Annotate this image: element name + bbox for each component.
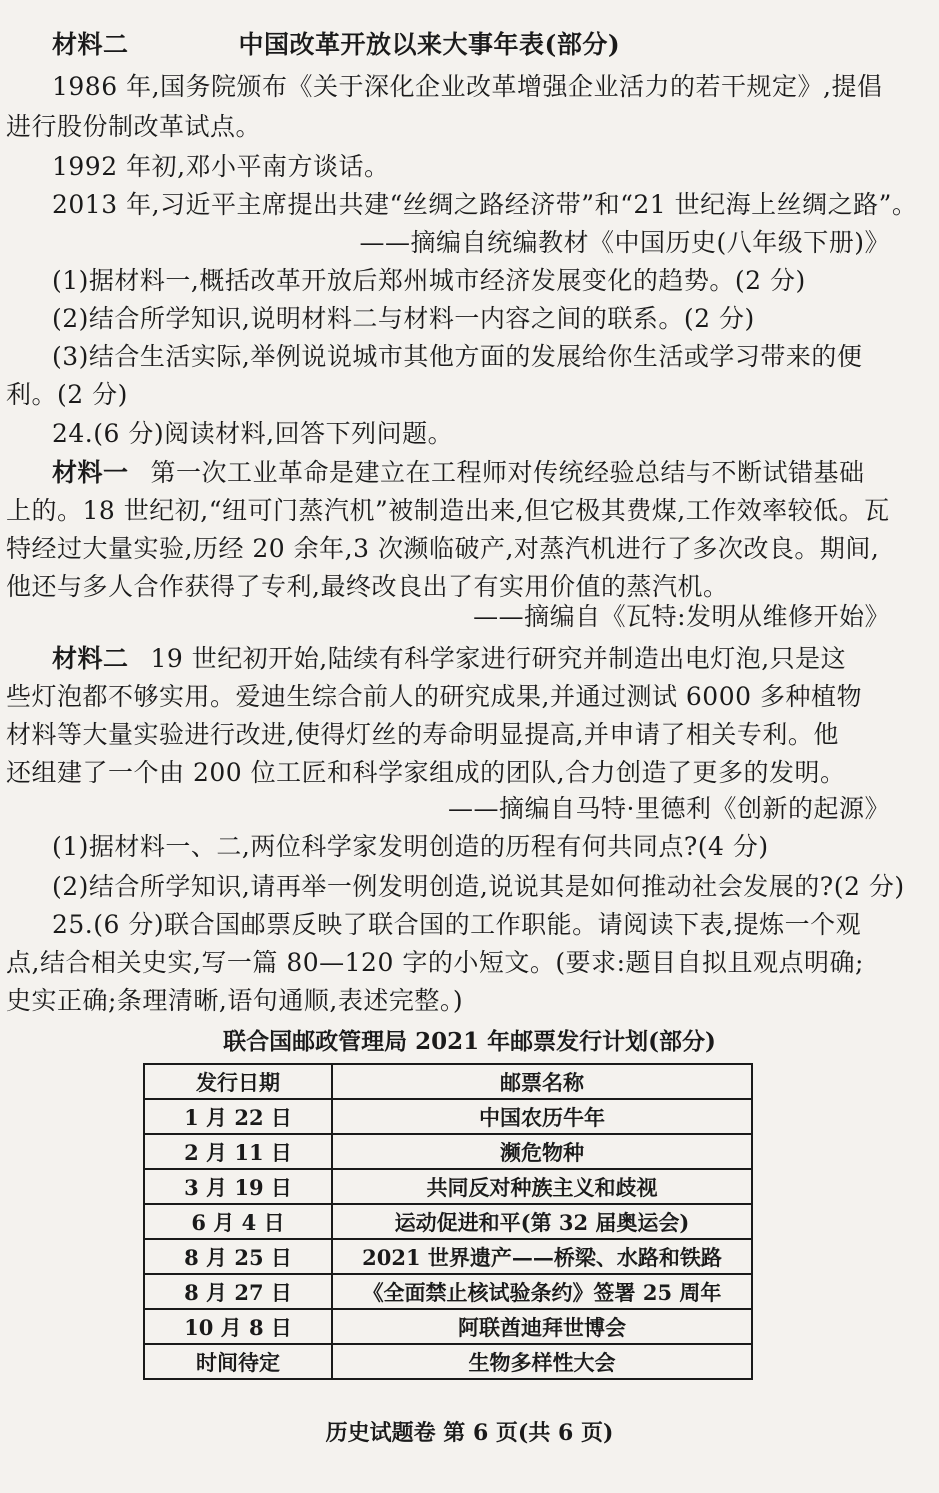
q24-material-2-label: 材料二 [52,644,129,673]
material-2-title: 中国改革开放以来大事年表(部分) [238,30,621,59]
table-cell-stamp-name: 共同反对种族主义和歧视 [332,1169,752,1204]
table-cell-stamp-name: 阿联酋迪拜世博会 [332,1309,752,1344]
q24-material-2-line-2: 些灯泡都不够实用。爱迪生综合前人的研究成果,并通过测试 6000 多种植物 [6,682,862,711]
table-cell-stamp-name: 运动促进和平(第 32 届奥运会) [332,1204,752,1239]
table-caption: 联合国邮政管理局 2021 年邮票发行计划(部分) [223,1028,716,1055]
table-cell-date: 时间待定 [144,1344,332,1379]
event-1992: 1992 年初,邓小平南方谈话。 [52,152,390,181]
q24-material-1-line-2: 上的。18 世纪初,“纽可门蒸汽机”被制造出来,但它极其费煤,工作效率较低。瓦 [6,496,890,525]
table-row [144,1169,752,1204]
q25-line-2: 点,结合相关史实,写一篇 80—120 字的小短文。(要求:题目自拟且观点明确; [6,948,864,977]
table-cell-date: 10 月 8 日 [144,1309,332,1344]
q25-line-1: 25.(6 分)联合国邮票反映了联合国的工作职能。请阅读下表,提炼一个观 [52,910,862,939]
table-cell-stamp-name: 濒危物种 [332,1134,752,1169]
material-2-heading [52,28,912,62]
table-header-stamp-name: 邮票名称 [332,1064,752,1099]
table-cell-stamp-name: 2021 世界遗产——桥梁、水路和铁路 [332,1239,752,1274]
stamp-plan-table [143,1063,753,1380]
q24-material-1-label: 材料一 [52,458,129,487]
table-row [144,1204,752,1239]
table-row [144,1134,752,1169]
q23-part-1: (1)据材料一,概括改革开放后郑州城市经济发展变化的趋势。(2 分) [52,266,806,295]
event-2013: 2013 年,习近平主席提出共建“丝绸之路经济带”和“21 世纪海上丝绸之路”。 [52,190,918,219]
events-source: ——摘编自统编教材《中国历史(八年级下册)》 [359,228,890,257]
table-cell-date: 8 月 25 日 [144,1239,332,1274]
q23-part-3-line-2: 利。(2 分) [6,380,128,409]
q24-part-1: (1)据材料一、二,两位科学家发明创造的历程有何共同点?(4 分) [52,832,769,861]
q24-material-1-source: ——摘编自《瓦特:发明从维修开始》 [473,602,890,631]
event-1986-line-2: 进行股份制改革试点。 [6,112,262,141]
page-footer: 历史试题卷 第 6 页(共 6 页) [325,1420,614,1446]
table-row [144,1309,752,1344]
q24-material-1-line-4: 他还与多人合作获得了专利,最终改良出了有实用价值的蒸汽机。 [6,572,729,601]
table-row [144,1274,752,1309]
q25-line-3: 史实正确;条理清晰,语句通顺,表述完整。) [6,986,464,1015]
q24-material-1-line-1 [52,456,912,490]
table-header-date: 发行日期 [144,1064,332,1099]
table-cell-date: 8 月 27 日 [144,1274,332,1309]
table-cell-date: 1 月 22 日 [144,1099,332,1134]
q23-part-2: (2)结合所学知识,说明材料二与材料一内容之间的联系。(2 分) [52,304,755,333]
table-row [144,1099,752,1134]
q24-material-2-source: ——摘编自马特·里德利《创新的起源》 [448,794,890,823]
table-header-row [144,1064,752,1099]
material-2-label: 材料二 [52,30,129,59]
q24-part-2: (2)结合所学知识,请再举一例发明创造,说说其是如何推动社会发展的?(2 分) [52,872,905,901]
q24-material-1-text: 第一次工业革命是建立在工程师对传统经验总结与不断试错基础 [150,458,865,487]
table-cell-stamp-name: 《全面禁止核试验条约》签署 25 周年 [332,1274,752,1309]
q23-part-3-line-1: (3)结合生活实际,举例说说城市其他方面的发展给你生活或学习带来的便 [52,342,863,371]
table-cell-date: 3 月 19 日 [144,1169,332,1204]
q24-material-2-text: 19 世纪初开始,陆续有科学家进行研究并制造出电灯泡,只是这 [150,644,847,673]
q24-material-2-line-4: 还组建了一个由 200 位工匠和科学家组成的团队,合力创造了更多的发明。 [6,758,846,787]
table-cell-date: 6 月 4 日 [144,1204,332,1239]
table-cell-stamp-name: 生物多样性大会 [332,1344,752,1379]
q24-heading: 24.(6 分)阅读材料,回答下列问题。 [52,419,454,448]
q24-material-2-line-1 [52,642,912,676]
q24-material-2-line-3: 材料等大量实验进行改进,使得灯丝的寿命明显提高,并申请了相关专利。他 [6,720,839,749]
event-1986-line-1: 1986 年,国务院颁布《关于深化企业改革增强企业活力的若干规定》,提倡 [52,72,883,101]
q24-material-1-line-3: 特经过大量实验,历经 20 余年,3 次濒临破产,对蒸汽机进行了多次改良。期间, [6,534,880,563]
table-cell-date: 2 月 11 日 [144,1134,332,1169]
table-row [144,1239,752,1274]
table-row [144,1344,752,1379]
table-cell-stamp-name: 中国农历牛年 [332,1099,752,1134]
